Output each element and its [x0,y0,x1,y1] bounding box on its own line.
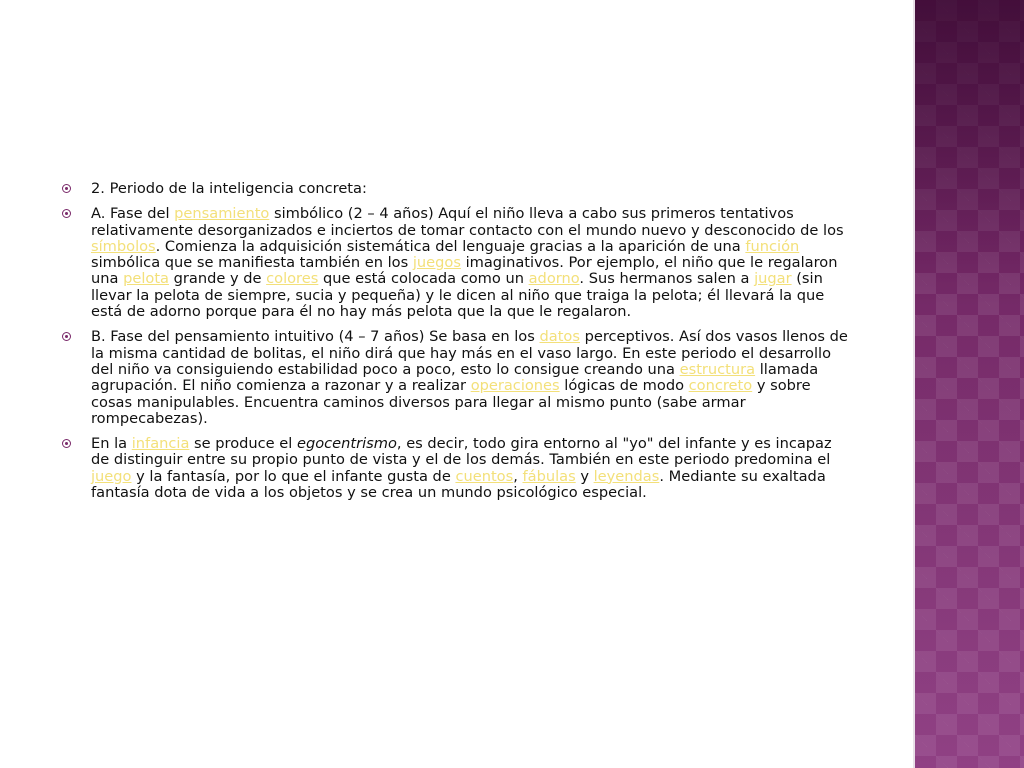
hyperlink[interactable]: operaciones [470,377,560,395]
text-segment: y sobre cosas manipulables. Encuentra caminos diversos para llegar al mismo punto (sabe armar rompecabezas). [91,377,811,427]
text-segment: . Mediante su exaltada fantasía dota de vida a los objetos y se crea un mundo psicológico especial. [91,467,826,502]
text-segment: En la [91,435,132,453]
text-segment: . Sus hermanos salen a [579,270,755,288]
hyperlink[interactable]: colores [266,270,319,288]
bullet-text [91,206,852,320]
hyperlink[interactable]: símbolos [91,237,156,255]
hyperlink[interactable]: leyendas [593,467,660,485]
bullet-icon [62,209,71,218]
text-segment: simbólica que se manifiesta también en los [91,254,413,272]
text-segment: B. Fase del pensamiento intuitivo (4 – 7 años) Se basa en los [91,328,540,346]
text-segment: perceptivos. Así dos vasos llenos de la misma cantidad de bolitas, el niño dirá que hay más en el vaso largo. En este periodo el desarrollo del niño va consiguiendo estabilidad poco a poco, esto lo consigue creando una [91,328,848,378]
bullet-icon [62,439,71,448]
decorative-side-panel [913,0,1024,768]
hyperlink[interactable]: juego [91,467,132,485]
emphasis-text: egocentrismo [296,435,397,453]
text-segment: 2. Periodo de la inteligencia concreta: [91,180,367,197]
text-segment: se produce el [189,435,297,453]
text-segment: A. Fase del [91,205,175,223]
text-segment: que está colocada como un [318,270,529,288]
bullet-item [62,181,852,197]
hyperlink[interactable]: juegos [412,254,461,272]
bullet-text [91,329,852,427]
bullet-icon [62,184,71,193]
bullet-icon [62,332,71,341]
hyperlink[interactable]: cuentos [455,467,514,485]
hyperlink[interactable]: estructura [679,360,756,378]
hyperlink[interactable]: jugar [754,270,792,288]
text-segment: , es decir, todo gira entorno al "yo" del infante y es incapaz de distinguir entre su propio punto de vista y el de los demás. También en este periodo predomina el [91,435,832,469]
hyperlink[interactable]: concreto [688,377,753,395]
bullet-text [91,181,852,197]
hyperlink[interactable]: pensamiento [174,205,270,223]
bullet-list [62,181,852,510]
text-segment: grande y de [168,270,267,288]
hyperlink[interactable]: fábulas [522,467,576,485]
bullet-item [62,329,852,427]
hyperlink[interactable]: pelota [123,270,169,288]
hyperlink[interactable]: datos [539,328,580,346]
hyperlink[interactable]: función [745,237,800,255]
text-segment: (sin llevar la pelota de siempre, sucia y pequeña) y le dicen al niño que traiga la pelota; él llevará la que está de adorno porque para él no hay más pelota que la que le regalaron. [91,270,825,321]
text-segment: y la fantasía, por lo que el infante gusta de [131,467,456,485]
text-segment: imaginativos. Por ejemplo, el niño que le regalaron una [91,254,838,288]
hyperlink[interactable]: adorno [528,270,580,288]
bullet-item [62,436,852,501]
text-segment: simbólico (2 – 4 años) Aquí el niño lleva a cabo sus primeros tentativos relativamente desorganizados e inciertos de tomar contacto con el mundo nuevo y desconocido de los [91,205,844,239]
text-segment: . Comienza la adquisición sistemática del lenguaje gracias a la aparición de una [155,237,746,255]
text-segment: llamada agrupación. El niño comienza a razonar y a realizar [91,360,819,395]
hyperlink[interactable]: infancia [131,435,190,453]
bullet-text [91,436,852,501]
text-segment: y [575,467,594,485]
text-segment: , [513,467,523,485]
bullet-item [62,206,852,320]
text-segment: lógicas de modo [559,377,689,395]
